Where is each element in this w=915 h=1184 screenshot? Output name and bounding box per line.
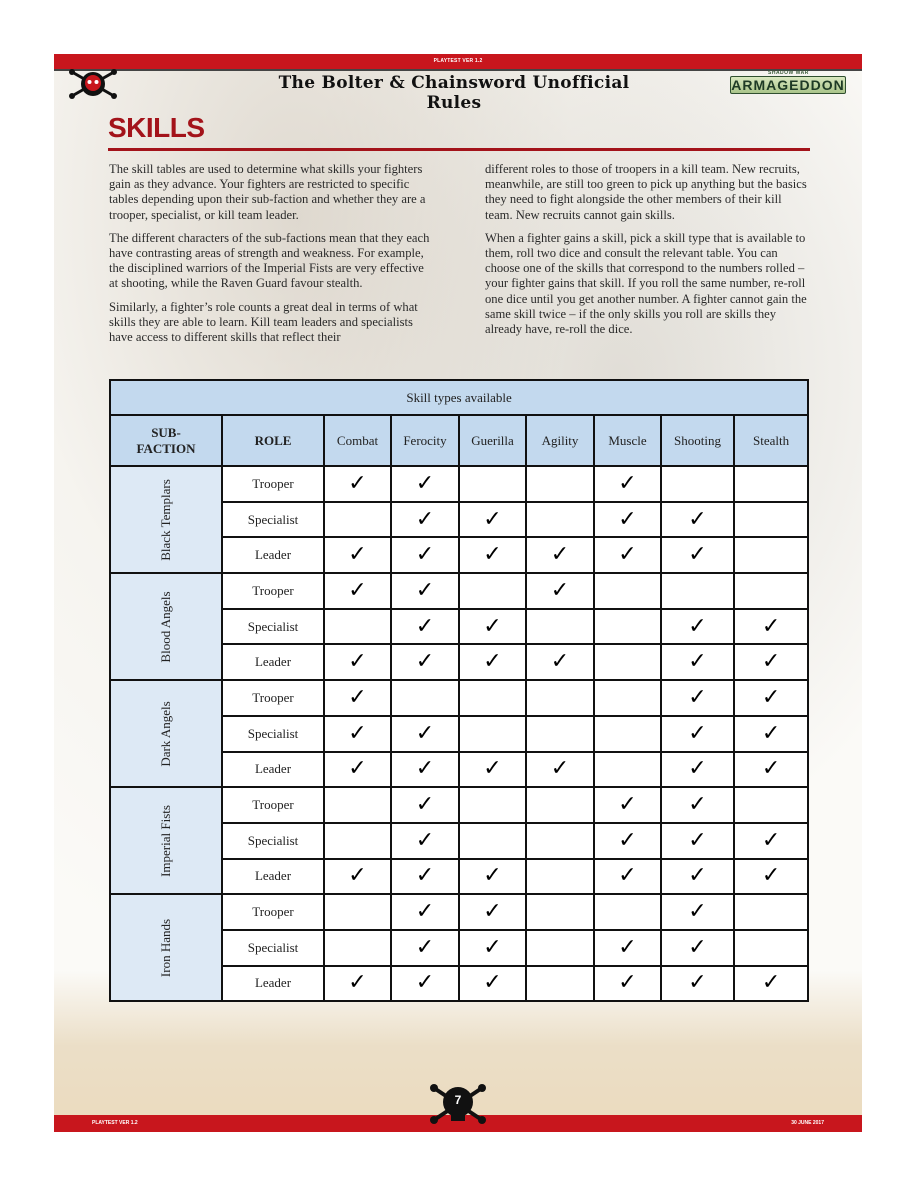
skill-cell (459, 537, 526, 573)
skill-column-header: Agility (526, 415, 594, 466)
table-row (110, 787, 808, 823)
skill-cell (661, 859, 734, 895)
skill-cell (324, 787, 391, 823)
check-icon: ✓ (348, 863, 367, 889)
skill-cell (324, 573, 391, 609)
skill-cell (459, 502, 526, 538)
skill-cell (391, 609, 459, 645)
skill-cell (391, 680, 459, 716)
check-icon: ✓ (348, 970, 367, 996)
skill-cell (391, 466, 459, 502)
skill-column-header: Ferocity (391, 415, 459, 466)
check-icon: ✓ (618, 542, 637, 568)
skill-cell (661, 894, 734, 930)
skill-cell (324, 716, 391, 752)
role-cell: Leader (222, 966, 324, 1002)
skill-cell (594, 930, 661, 966)
check-icon: ✓ (483, 506, 502, 532)
skill-cell (526, 644, 594, 680)
skill-cell (324, 537, 391, 573)
skill-cell (734, 466, 808, 502)
check-icon: ✓ (415, 756, 435, 782)
skill-cell (526, 537, 594, 573)
check-icon: ✓ (618, 863, 637, 889)
check-icon: ✓ (415, 970, 435, 996)
skill-cell (526, 930, 594, 966)
skill-cell (459, 930, 526, 966)
sub-faction-cell (110, 680, 222, 787)
role-cell: Trooper (222, 894, 324, 930)
skill-cell (391, 966, 459, 1002)
role-cell: Specialist (222, 716, 324, 752)
check-icon: ✓ (688, 649, 707, 675)
check-icon: ✓ (618, 934, 637, 960)
skill-cell (459, 716, 526, 752)
skill-cell (661, 537, 734, 573)
skill-cell (391, 644, 459, 680)
paragraph: The different characters of the sub-factions mean that they each have contrasting areas of strength and weakness. For example, the disciplined warriors of the Imperial Fists are very effective at shooting, while the Raven Guard favour stealth. (109, 230, 430, 291)
check-icon: ✓ (415, 827, 435, 853)
skull-emblem-icon (68, 68, 118, 100)
skill-cell (526, 894, 594, 930)
skill-cell (734, 966, 808, 1002)
check-icon: ✓ (688, 506, 707, 532)
skill-cell (324, 502, 391, 538)
heading-rule (108, 148, 810, 151)
skill-cell (594, 573, 661, 609)
page-number-badge (428, 1082, 488, 1126)
skill-cell (391, 752, 459, 788)
check-icon: ✓ (761, 970, 781, 996)
check-icon: ✓ (348, 720, 367, 746)
skill-cell (459, 859, 526, 895)
skill-cell (734, 716, 808, 752)
skills-table (109, 379, 809, 1002)
skill-column-header: Stealth (734, 415, 808, 466)
table-row (110, 680, 808, 716)
role-cell: Trooper (222, 680, 324, 716)
check-icon: ✓ (761, 863, 781, 889)
skill-cell (594, 966, 661, 1002)
document-title: The Bolter & Chainsword Unofficial Rules (278, 73, 630, 113)
role-cell: Leader (222, 537, 324, 573)
skill-cell (734, 859, 808, 895)
check-icon: ✓ (761, 684, 781, 710)
skill-cell (594, 502, 661, 538)
check-icon: ✓ (415, 470, 435, 496)
skill-cell (526, 787, 594, 823)
check-icon: ✓ (688, 720, 707, 746)
skill-cell (391, 537, 459, 573)
footer-version: PLAYTEST VER 1.2 (92, 1120, 138, 1126)
check-icon: ✓ (483, 899, 502, 925)
skill-cell (459, 644, 526, 680)
skill-cell (594, 859, 661, 895)
skill-cell (661, 573, 734, 609)
check-icon: ✓ (348, 684, 367, 710)
check-icon: ✓ (688, 613, 707, 639)
skill-cell (734, 930, 808, 966)
check-icon: ✓ (688, 827, 707, 853)
sub-faction-name: Blood Angels (158, 591, 173, 663)
skill-types-header: Skill types available (110, 380, 808, 415)
footer-date: 30 JUNE 2017 (791, 1120, 824, 1126)
skill-cell (661, 502, 734, 538)
check-icon: ✓ (618, 792, 637, 818)
sub-faction-cell (110, 466, 222, 573)
check-icon: ✓ (761, 827, 781, 853)
check-icon: ✓ (348, 542, 367, 568)
check-icon: ✓ (483, 934, 502, 960)
check-icon: ✓ (550, 649, 570, 675)
skill-cell (526, 859, 594, 895)
sub-faction-header (110, 415, 222, 466)
role-header: ROLE (222, 415, 324, 466)
check-icon: ✓ (483, 756, 502, 782)
skill-cell (391, 787, 459, 823)
logo-subtitle: SHADOW WAR (768, 70, 809, 76)
check-icon: ✓ (415, 577, 435, 603)
sub-faction-name: Iron Hands (158, 918, 173, 977)
check-icon: ✓ (415, 649, 435, 675)
skill-cell (734, 573, 808, 609)
check-icon: ✓ (415, 863, 435, 889)
sub-faction-name: Black Templars (158, 478, 173, 561)
skill-cell (526, 573, 594, 609)
skill-cell (594, 752, 661, 788)
skill-cell (526, 680, 594, 716)
skill-cell (391, 573, 459, 609)
skill-cell (459, 894, 526, 930)
skill-cell (526, 966, 594, 1002)
skill-cell (324, 823, 391, 859)
check-icon: ✓ (618, 506, 637, 532)
skill-cell (661, 680, 734, 716)
skill-cell (324, 859, 391, 895)
table-row (110, 466, 808, 502)
check-icon: ✓ (348, 577, 367, 603)
check-icon: ✓ (761, 756, 781, 782)
skill-cell (594, 537, 661, 573)
skill-cell (734, 752, 808, 788)
skill-cell (391, 859, 459, 895)
skill-cell (324, 680, 391, 716)
skill-cell (324, 609, 391, 645)
skill-cell (324, 466, 391, 502)
intro-left-column (109, 162, 435, 353)
check-icon: ✓ (761, 613, 781, 639)
skill-cell (594, 609, 661, 645)
skill-cell (324, 752, 391, 788)
skill-cell (526, 823, 594, 859)
skill-cell (459, 966, 526, 1002)
page (54, 54, 862, 1132)
skill-cell (594, 823, 661, 859)
check-icon: ✓ (483, 542, 502, 568)
skill-cell (661, 644, 734, 680)
skill-cell (459, 680, 526, 716)
skill-cell (459, 573, 526, 609)
role-cell: Specialist (222, 823, 324, 859)
check-icon: ✓ (688, 756, 707, 782)
check-icon: ✓ (348, 756, 367, 782)
skill-cell (526, 716, 594, 752)
skill-cell (661, 752, 734, 788)
skill-cell (391, 930, 459, 966)
skill-cell (526, 466, 594, 502)
skill-cell (734, 609, 808, 645)
skill-column-header: Guerilla (459, 415, 526, 466)
skill-cell (734, 680, 808, 716)
logo-title: ARMAGEDDON (731, 77, 845, 93)
check-icon: ✓ (688, 934, 707, 960)
check-icon: ✓ (483, 970, 502, 996)
paragraph: The skill tables are used to determine what skills your fighters gain as they advance. Your fighters are restricted to specific tables depending upon their sub-faction and whether they are a trooper, specialist, or kill team leader. (109, 162, 426, 222)
skill-cell (594, 787, 661, 823)
check-icon: ✓ (415, 934, 435, 960)
check-icon: ✓ (415, 899, 435, 925)
skill-cell (594, 644, 661, 680)
skill-cell (459, 823, 526, 859)
skill-cell (526, 609, 594, 645)
skill-cell (594, 466, 661, 502)
check-icon: ✓ (688, 542, 707, 568)
role-cell: Trooper (222, 573, 324, 609)
skill-column-header: Muscle (594, 415, 661, 466)
check-icon: ✓ (483, 649, 502, 675)
table-row (110, 573, 808, 609)
skill-column-header: Combat (324, 415, 391, 466)
skill-cell (661, 930, 734, 966)
skill-cell (661, 823, 734, 859)
check-icon: ✓ (348, 649, 367, 675)
role-cell: Leader (222, 752, 324, 788)
check-icon: ✓ (415, 506, 435, 532)
skill-cell (324, 644, 391, 680)
check-icon: ✓ (483, 613, 502, 639)
sub-faction-cell (110, 573, 222, 680)
skill-cell (459, 787, 526, 823)
skill-cell (324, 894, 391, 930)
check-icon: ✓ (550, 756, 570, 782)
skill-cell (661, 787, 734, 823)
skill-cell (594, 680, 661, 716)
skill-cell (391, 823, 459, 859)
check-icon: ✓ (618, 970, 637, 996)
role-cell: Trooper (222, 787, 324, 823)
section-heading: SKILLS (108, 112, 205, 143)
role-cell: Trooper (222, 466, 324, 502)
check-icon: ✓ (348, 470, 367, 496)
sub-faction-cell (110, 894, 222, 1001)
sub-faction-name: Dark Angels (158, 700, 173, 767)
check-icon: ✓ (761, 649, 781, 675)
skill-cell (661, 466, 734, 502)
role-cell: Specialist (222, 502, 324, 538)
skill-cell (734, 502, 808, 538)
skill-cell (459, 609, 526, 645)
paragraph: When a fighter gains a skill, pick a skill type that is available to them, roll two dice and consult the relevant table. You can choose one of the skills that correspond to the numbers rolled – your fighter gains that skill. If you roll the same number, re-roll one dice until you get another number. A fighter cannot gain the same skill twice – if the only skills you roll are skills they already have, re-roll the dice. (485, 230, 807, 337)
sub-faction-header-line1: SUB- (151, 424, 181, 440)
check-icon: ✓ (415, 792, 435, 818)
role-cell: Specialist (222, 930, 324, 966)
top-version-bar: PLAYTEST VER 1.2 (54, 54, 862, 69)
paragraph: Similarly, a fighter’s role counts a great deal in terms of what skills they are able to learn. Kill team leaders and specialists have access to different skills that reflect their (109, 299, 418, 345)
page-number: 7 (454, 1093, 462, 1107)
check-icon: ✓ (618, 827, 637, 853)
paragraph: different roles to those of troopers in a kill team. New recruits, meanwhile, are still too green to pick up anything but the basics they need to fight alongside the other members of their kill team. New recruits cannot gain skills. (485, 162, 807, 222)
skill-cell (734, 644, 808, 680)
skill-cell (661, 609, 734, 645)
intro-right-column (485, 162, 809, 345)
sub-faction-header-line2: FACTION (136, 440, 196, 456)
skill-cell (324, 966, 391, 1002)
skills-table-body (110, 466, 808, 1001)
check-icon: ✓ (415, 542, 435, 568)
check-icon: ✓ (688, 792, 707, 818)
skill-cell (734, 894, 808, 930)
skill-cell (324, 930, 391, 966)
check-icon: ✓ (550, 577, 570, 603)
role-cell: Leader (222, 859, 324, 895)
skill-cell (459, 752, 526, 788)
skill-cell (734, 787, 808, 823)
table-row (110, 894, 808, 930)
skill-cell (526, 752, 594, 788)
skill-cell (391, 894, 459, 930)
skill-cell (526, 502, 594, 538)
check-icon: ✓ (415, 720, 435, 746)
skill-cell (734, 537, 808, 573)
skill-cell (734, 823, 808, 859)
role-cell: Leader (222, 644, 324, 680)
check-icon: ✓ (688, 684, 707, 710)
skill-cell (594, 894, 661, 930)
skill-cell (594, 716, 661, 752)
skill-cell (661, 966, 734, 1002)
check-icon: ✓ (415, 613, 435, 639)
check-icon: ✓ (618, 470, 637, 496)
skill-cell (391, 716, 459, 752)
skill-cell (391, 502, 459, 538)
skill-cell (459, 466, 526, 502)
check-icon: ✓ (761, 720, 781, 746)
armageddon-logo (730, 70, 844, 96)
skill-column-header: Shooting (661, 415, 734, 466)
sub-faction-name: Imperial Fists (158, 804, 173, 877)
check-icon: ✓ (688, 970, 707, 996)
check-icon: ✓ (483, 863, 502, 889)
role-cell: Specialist (222, 609, 324, 645)
skill-cell (661, 716, 734, 752)
check-icon: ✓ (550, 542, 570, 568)
check-icon: ✓ (688, 863, 707, 889)
sub-faction-cell (110, 787, 222, 894)
check-icon: ✓ (688, 899, 707, 925)
